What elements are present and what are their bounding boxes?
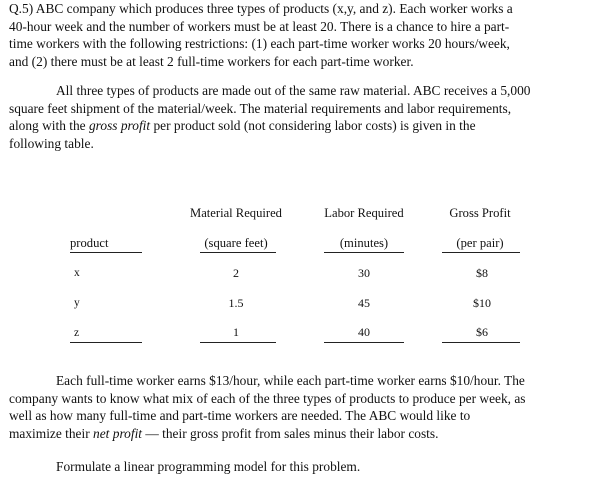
intro-line: time workers with the following restrictions: (1) each part-time worker works 20 hours/week, [9,36,510,52]
cell-labor: 40 [358,325,370,339]
intro-paragraph [9,0,591,70]
cell-labor: 45 [358,296,370,310]
cell-material: 2 [233,266,239,280]
rule-material-bottom [200,342,276,343]
subheader-per-pair: (per pair) [456,236,504,250]
rule-material [200,252,276,253]
wage-line: Each full-time worker earns $13/hour, while each part-time worker earns $10/hour. The [56,373,525,388]
intro-line: and (2) there must be at least 2 full-time workers for each part-time worker. [9,53,414,69]
rule-profit [442,252,520,253]
cell-material: 1 [233,325,239,339]
header-labor: Labor Required [324,206,404,220]
intro-line: 40-hour week and the number of workers must be at least 20. There is a chance to hire a part- [9,18,510,34]
cell-profit: $6 [476,325,488,339]
gross-profit-emphasis: gross profit [88,118,151,134]
row-product: y [74,297,80,309]
header-profit: Gross Profit [449,206,511,220]
cell-labor: 30 [358,266,370,280]
row-product: z [74,327,80,339]
header-material: Material Required [190,206,282,220]
rule-labor-bottom [324,342,404,343]
wage-paragraph [9,372,591,442]
material-line: All three types of products are made out of the same raw material. ABC receives a 5,000 [56,83,531,98]
subheader-square-feet: (square feet) [204,236,268,250]
wage-line: maximize their net profit — their gross profit from sales minus their labor costs. [9,425,439,441]
rule-profit-bottom [442,342,520,343]
row-product: x [74,267,80,279]
wage-line: well as how many full-time and part-time workers are needed. The ABC would like to [9,408,471,424]
task-instruction: Formulate a linear programming model for this problem. [56,459,361,474]
subheader-minutes: (minutes) [339,236,389,250]
material-paragraph [9,82,591,152]
material-line: square feet shipment of the material/week. The material requirements and labor requirements, [9,100,512,116]
net-profit-emphasis: net profit [93,425,143,441]
rule-product-bottom [70,342,142,343]
subheader-product: product [70,236,109,250]
requirements-table [60,200,530,350]
material-line: following table. [9,135,94,151]
cell-profit: $8 [476,266,488,280]
rule-product [70,252,142,253]
cell-material: 1.5 [228,296,244,310]
intro-line: Q.5) ABC company which produces three types of products (x,y, and z). Each worker works a [9,1,513,16]
wage-line: company wants to know what mix of each of the three types of products to produce per week, as [9,390,526,406]
rule-labor [324,252,404,253]
material-line: along with the gross profit per product sold (not considering labor costs) is given in the [9,118,476,134]
cell-profit: $10 [473,296,491,310]
